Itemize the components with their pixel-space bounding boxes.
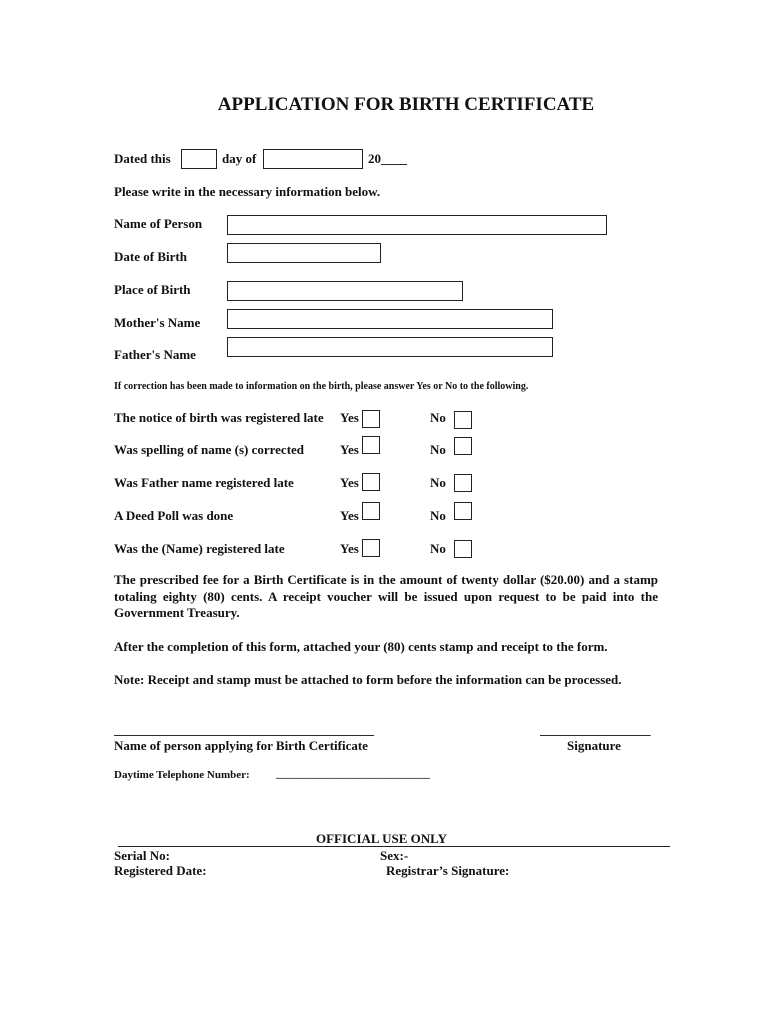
yes-checkbox-late-notice[interactable] (362, 410, 380, 428)
yes-label: Yes (340, 508, 359, 523)
question-label: Was the (Name) registered late (114, 541, 285, 556)
yes-label: Yes (340, 541, 359, 556)
name-of-person-input[interactable] (227, 215, 607, 235)
question-label: Was spelling of name (s) corrected (114, 442, 305, 457)
correction-note: If correction has been made to information on the birth, please answer Yes or No to the following. (114, 381, 529, 392)
official-use-heading: OFFICIAL USE ONLY (316, 831, 447, 846)
fathers-name-label: Father's Name (114, 347, 196, 362)
day-input[interactable] (181, 149, 217, 169)
question-label: The notice of birth was registered late (114, 410, 324, 425)
no-label: No (430, 475, 446, 490)
mothers-name-label: Mother's Name (114, 315, 201, 330)
completion-note: After the completion of this form, attached your (80) cents stamp and receipt to the form. (114, 639, 608, 654)
day-of-label: day of (222, 151, 257, 166)
no-checkbox-deed-poll[interactable] (454, 502, 472, 520)
dated-this-label: Dated this (114, 151, 171, 166)
yes-checkbox-spelling-corrected[interactable] (362, 436, 380, 454)
yes-checkbox-name-late[interactable] (362, 539, 380, 557)
yes-label: Yes (340, 410, 359, 425)
no-label: No (430, 541, 446, 556)
no-checkbox-spelling-corrected[interactable] (454, 437, 472, 455)
serial-no-label: Serial No: (114, 848, 170, 863)
date-of-birth-label: Date of Birth (114, 249, 187, 264)
fee-paragraph: The prescribed fee for a Birth Certificate is in the amount of twenty dollar ($20.00) and a stamp totaling eighty (80) cents. A receipt voucher will be issued upon request to be paid into the Government Treasury. (114, 572, 658, 620)
question-label: A Deed Poll was done (114, 508, 234, 523)
place-of-birth-label: Place of Birth (114, 282, 191, 297)
yes-label: Yes (340, 475, 359, 490)
yes-label: Yes (340, 442, 359, 457)
place-of-birth-input[interactable] (227, 281, 463, 301)
question-label: Was Father name registered late (114, 475, 294, 490)
official-divider (118, 846, 670, 847)
applicant-name-label: Name of person applying for Birth Certificate (114, 738, 368, 753)
mothers-name-input[interactable] (227, 309, 553, 329)
telephone-line[interactable]: ____________________________ (276, 768, 430, 780)
month-input[interactable] (263, 149, 363, 169)
yes-checkbox-father-late[interactable] (362, 473, 380, 491)
receipt-note: Note: Receipt and stamp must be attached to form before the information can be processed. (114, 672, 622, 687)
yes-checkbox-deed-poll[interactable] (362, 502, 380, 520)
no-checkbox-father-late[interactable] (454, 474, 472, 492)
registered-date-label: Registered Date: (114, 863, 207, 878)
form-title: APPLICATION FOR BIRTH CERTIFICATE (217, 94, 595, 115)
year-field[interactable]: 20____ (368, 151, 407, 166)
instruction-text: Please write in the necessary information below. (114, 184, 381, 199)
no-checkbox-name-late[interactable] (454, 540, 472, 558)
applicant-name-line[interactable]: ________________________________________ (114, 722, 374, 737)
fathers-name-input[interactable] (227, 337, 553, 357)
signature-label: Signature (567, 738, 621, 753)
no-checkbox-late-notice[interactable] (454, 411, 472, 429)
date-of-birth-input[interactable] (227, 243, 381, 263)
name-of-person-label: Name of Person (114, 216, 203, 231)
no-label: No (430, 508, 446, 523)
telephone-label: Daytime Telephone Number: (114, 769, 250, 781)
signature-line[interactable]: _________________ (540, 722, 651, 737)
no-label: No (430, 410, 446, 425)
no-label: No (430, 442, 446, 457)
sex-label: Sex:- (380, 848, 409, 863)
registrar-signature-label: Registrar’s Signature: (386, 863, 510, 878)
